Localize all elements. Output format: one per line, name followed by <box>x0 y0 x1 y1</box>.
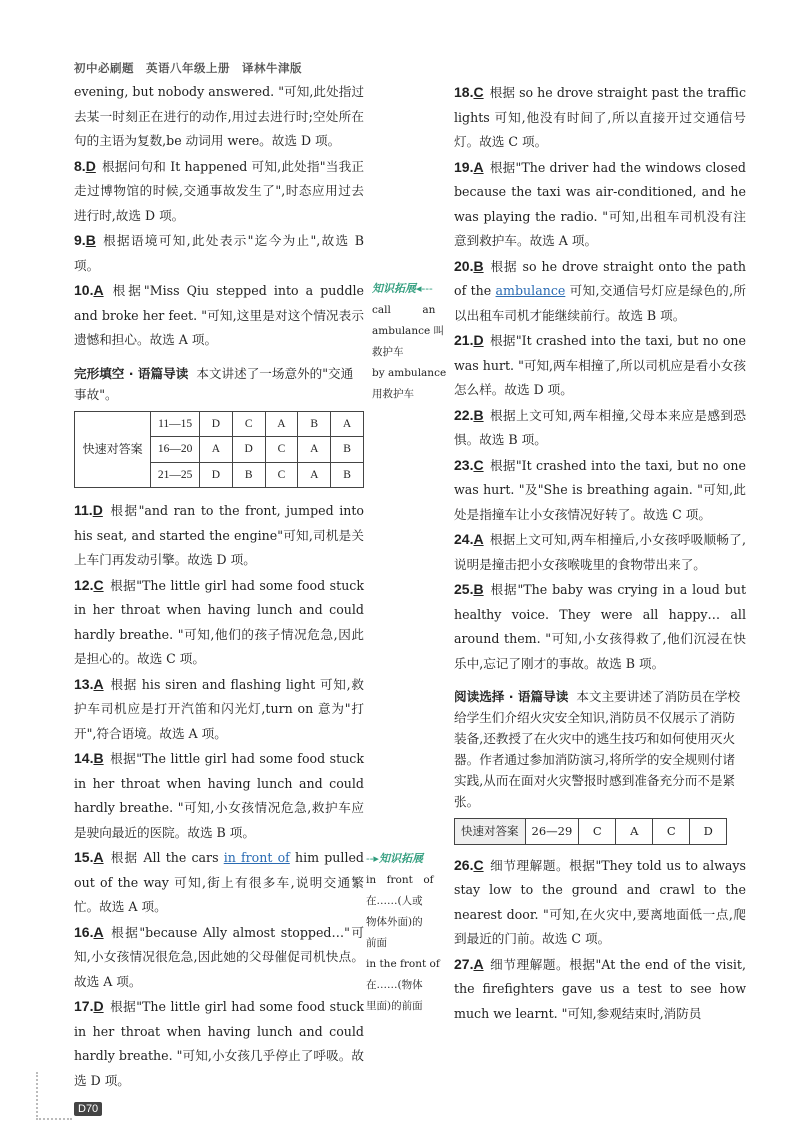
arrow-left-icon: ◂--- <box>416 282 433 295</box>
answer-item-19: 19.A 根据"The driver had the windows closed because the taxi was air-conditioned, and he was playing the radio. "可知,出租车司机没有注意到救护车。故选 A 项。 <box>454 158 746 248</box>
sidenote-ambulance: 知识拓展◂--- call an ambulance 叫 救护车 by ambulance 用救护车 <box>372 282 447 400</box>
highlight-word: ambulance <box>495 283 566 298</box>
answer-item-8: 8.D 根据问句和 It happened 可知,此处指"当我正走过博物馆的时候,交通事故发生了",时态应用过去进行时,故选 D 项。 <box>74 157 364 223</box>
right-column <box>454 80 746 1026</box>
answer-item-25: 25.B 根据"The baby was crying in a loud but healthy voice. They were all happy… all around them. "可知,小女孩得救了,他们沉浸在快乐中,忘记了刚才的事故。故选 B 项。 <box>454 581 746 671</box>
sidenote-tag: 知识拓展 <box>378 852 423 865</box>
answer-item-10: 10.A 根据"Miss Qiu stepped into a puddle and broke her feet. "可知,这里是对这个情况表示遗憾和担心。故选 A 项。 <box>74 282 364 347</box>
sidenote-in-front-of: --▸知识拓展 in front of 在……(人或 物体外面)的 前面 in the front of 在……(物体 里面)的前面 <box>366 852 440 1012</box>
cloze-section-heading: 完形填空 · 语篇导读 本文讲述了一场意外的"交通事故"。 <box>74 365 354 402</box>
highlight-phrase: in front of <box>223 850 290 865</box>
answer-item-7-cont: evening, but nobody answered. "可知,此处指过去某一时刻正在进行的动作,用过去进行时;空处所在句的主语为复数,be 动词用 were。故选 D 项。 <box>74 84 364 148</box>
quick-answer-label: 快速对答案 <box>455 819 526 845</box>
quick-answer-label: 快速对答案 <box>75 411 151 488</box>
answer-item-17: 17.D 根据"The little girl had some food stuck in her throat when having lunch and could hardly breathe. "可知,小女孩几乎停止了呼吸。故选 D 项。 <box>74 998 364 1088</box>
answer-item-13: 13.A 根据 his siren and flashing light 可知,救护车司机应是打开汽笛和闪光灯,turn on 意为"打开",符合语境。故选 A 项。 <box>74 675 364 741</box>
answer-item-21: 21.D 根据"It crashed into the taxi, but no one was hurt. "可知,两车相撞了,所以司机应是看小女孩怎么样。故选 D 项。 <box>454 332 746 397</box>
answer-item-20: 20.B 根据 so he drove straight onto the path of the ambulance 可知,交通信号灯应是绿色的,所以出租车司机才能继续前行。故选 B 项。 <box>454 257 747 323</box>
reading-section-heading: 阅读选择 · 语篇导读 本文主要讲述了消防员在学校给学生们介绍火灾安全知识,消防员不仅展示了消防装备,还教授了在火灾中的逃生技巧和如何使用灭火器。作者通过参加消防演习,将所学的安全规则付诸实践,从而在面对火灾警报时感到准备充分而不是紧张。 <box>454 689 741 809</box>
sidenote-tag: 知识拓展 <box>372 282 416 295</box>
answer-item-23: 23.C 根据"It crashed into the taxi, but no one was hurt. "及"She is breathing again. "可知,此处是指撞车让小女孩情况好转了。故选 C 项。 <box>454 456 746 522</box>
answer-item-18: 18.C 根据 so he drove straight past the traffic lights 可知,他没有时间了,所以直接开过交通信号灯。故选 C 项。 <box>454 84 746 149</box>
answer-item-15: 15.A 根据 All the cars in front of him pulled out of the way 可知,街上有很多车,说明交通繁忙。故选 A 项。 <box>74 849 364 914</box>
cloze-quick-answer-table: 快速对答案 11—15 D C A B A 16—20 A D C A B 21—25 D B C A B <box>74 411 364 489</box>
answer-item-11: 11.D 根据"and ran to the front, jumped into his seat, and started the engine"可知,司机是关上车门再发动引擎。故选 D 项。 <box>74 502 364 567</box>
answer-item-26: 26.C 细节理解题。根据"They told us to always stay low to the ground and crawl to the nearest door. "可知,在火灾中,要离地面低一点,爬到最近的门前。故选 C 项。 <box>454 856 746 946</box>
arrow-right-icon: --▸ <box>366 852 379 865</box>
answer-item-24: 24.A 根据上文可知,两车相撞后,小女孩呼吸顺畅了,说明是撞击把小女孩喉咙里的食物带出来了。 <box>454 531 746 572</box>
reading-quick-answer-table: 快速对答案 26—29 C A C D <box>454 818 727 845</box>
answer-item-22: 22.B 根据上文可知,两车相撞,父母本来应是感到恐惧。故选 B 项。 <box>454 406 746 447</box>
page-corner-decoration <box>36 1072 72 1120</box>
page-number: D70 <box>74 1102 102 1116</box>
answer-item-12: 12.C 根据"The little girl had some food stuck in her throat when having lunch and could hardly breathe. "可知,他们的孩子情况危急,因此是担心的。故选 C 项。 <box>74 576 364 666</box>
answer-item-27: 27.A 细节理解题。根据"At the end of the visit, the firefighters gave us a test to see how much we learnt. "可知,参观结束时,消防员 <box>454 955 746 1021</box>
answer-item-9: 9.B 根据语境可知,此处表示"迄今为止",故选 B 项。 <box>74 232 364 273</box>
answer-item-16: 16.A 根据"because Ally almost stopped…"可知,小女孩情况很危急,因此她的父母催促司机快点。故选 A 项。 <box>74 923 364 989</box>
running-header: 初中必刷题 英语八年级上册 译林牛津版 <box>74 61 302 75</box>
answer-item-14: 14.B 根据"The little girl had some food stuck in her throat when having lunch and could hardly breathe. "可知,小女孩情况危急,救护车应是驶向最近的医院。故选 B 项。 <box>74 750 364 840</box>
left-column <box>74 80 364 1093</box>
